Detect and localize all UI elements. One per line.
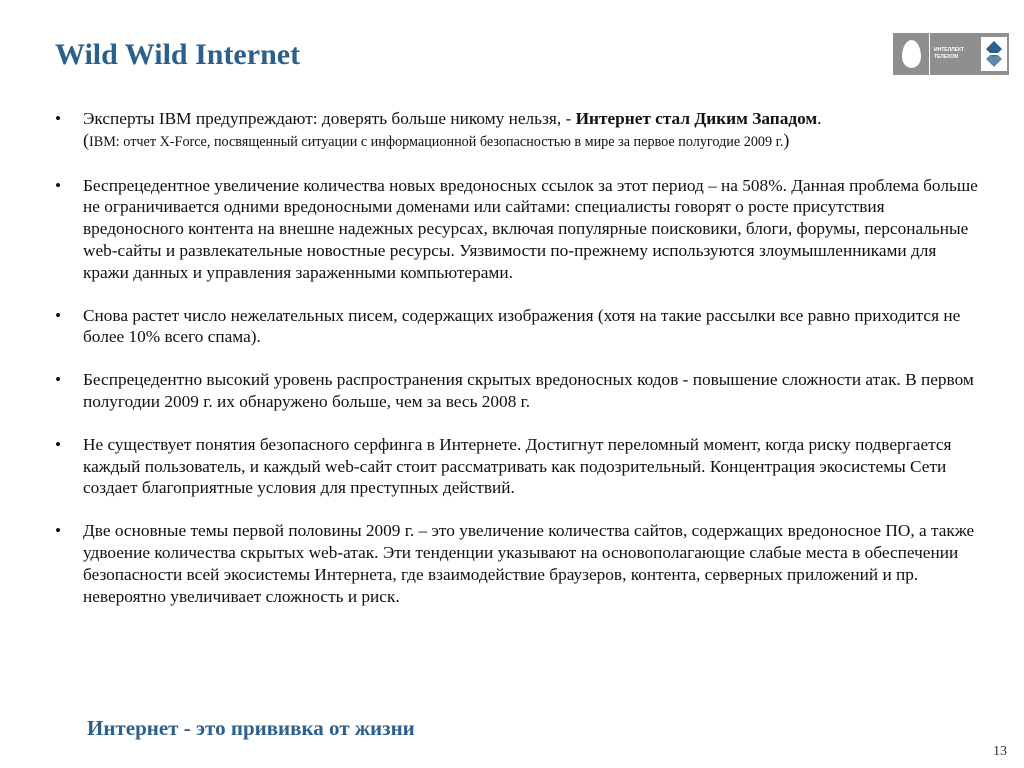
bullet-1-punct: . [817, 109, 822, 128]
bullet-item-2: • Беспрецедентное увеличение количества новых вредоносных ссылок за этот период – на 508%. Данная проблема больше не ограничивается одними вредоносными доменами или сайтами: специалисты говорят о росте присутствия вредоносного контента на внешне надежных ресурсах, включая популярные поисковики, блоги, форумы, персональные web-сайты и развлекательные новостные ресурсы. Уязвимости по-прежнему используются злоумышленниками для кражи данных и управления зараженными компьютерами. [55, 175, 980, 284]
page-number: 13 [993, 744, 1007, 759]
bullet-1-bold: Интернет стал Диким Западом [575, 109, 818, 128]
bullet-1-source: IBM: отчет X-Force, посвященный ситуации с информационной безопасностью в мире за первое полугодие 2009 г. [89, 133, 784, 150]
tagline: Интернет - это прививка от жизни [87, 716, 415, 740]
bullet-1-paren-close: ) [783, 129, 790, 150]
slide-title: Wild Wild Internet [55, 38, 301, 71]
s-mark-logo-icon [978, 33, 1009, 75]
bullet-item-1 [55, 108, 980, 154]
bullet-1-paren-open: ( [83, 129, 89, 150]
bullet-1-text: Эксперты IBM предупреждают: доверять больше никому нельзя, - [83, 109, 576, 128]
logo-line-1: ИНТЕЛЛЕКТ [934, 47, 965, 53]
logo-line-2: ТЕЛЕКОМ [934, 54, 959, 60]
bullet-item-6: • Две основные темы первой половины 2009 г. – это увеличение количества сайтов, содержащих вредоносное ПО, а также удвоение количества скрытых web-атак. Эти тенденции указывают на основополагающие слабые места в обеспечении безопасности всей экосистемы Интернета, где взаимодействие браузеров, контента, серверных приложений и пр. невероятно увеличивает сложность и риск. [55, 520, 980, 607]
bullet-item-5: • Не существует понятия безопасного серфинга в Интернете. Достигнут переломный момент, когда риску подвергается каждый пользователь, и каждый web-сайт стоит рассматривать как подозрительный. Концентрация экосистемы Сети создает благоприятные условия для преступных действий. [55, 434, 980, 499]
egg-logo-icon [893, 33, 930, 75]
bullet-item-4: • Беспрецедентно высокий уровень распространения скрытых вредоносных кодов - повышение сложности атак. В первом полугодии 2009 г. их обнаружено больше, чем за весь 2008 г. [55, 369, 980, 413]
logo-text [930, 33, 978, 75]
bullet-item-3: • Снова растет число нежелательных писем, содержащих изображения (хотя на такие рассылки все равно приходится не более 10% всего спама). [55, 305, 980, 349]
company-logo [893, 33, 1009, 75]
bullet-list [55, 108, 980, 607]
